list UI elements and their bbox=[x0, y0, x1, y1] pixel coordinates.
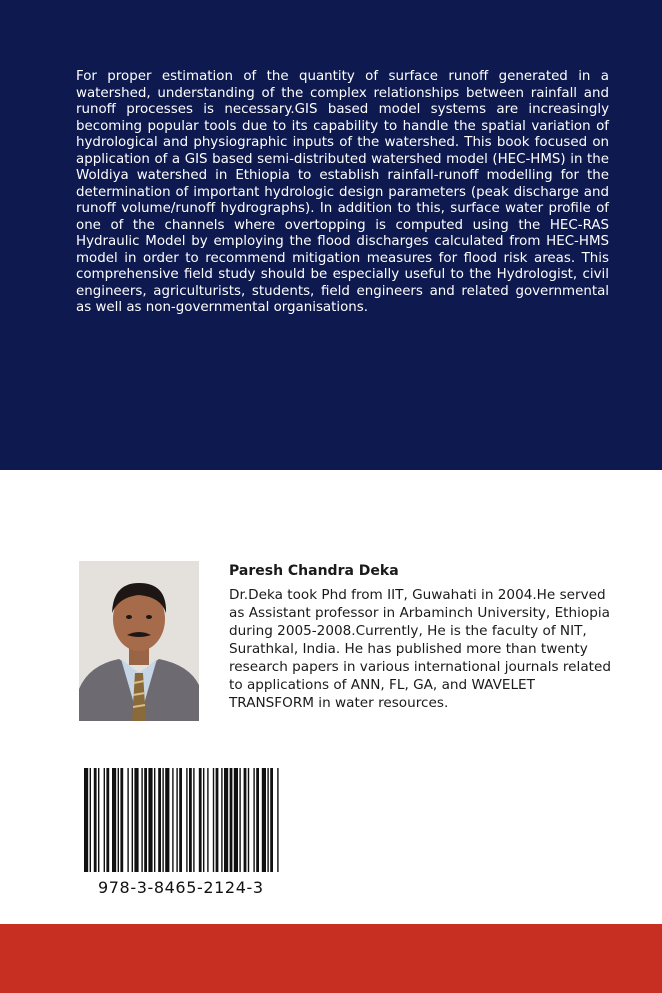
barcode-bar bbox=[148, 768, 152, 872]
barcode-bar bbox=[221, 768, 222, 872]
barcode-bar bbox=[118, 768, 119, 872]
barcode-bar bbox=[154, 768, 155, 872]
barcode-bar bbox=[270, 768, 273, 872]
barcode-bar bbox=[94, 768, 97, 872]
isbn-number: 978-3-8465-2124-3 bbox=[98, 878, 264, 897]
barcode-bar bbox=[106, 768, 109, 872]
barcode-bar bbox=[199, 768, 202, 872]
barcode-bar bbox=[98, 768, 99, 872]
barcode-bar bbox=[216, 768, 219, 872]
author-photo bbox=[79, 561, 199, 721]
barcode-bar bbox=[134, 768, 138, 872]
barcode-bar bbox=[277, 768, 278, 872]
barcode-bar bbox=[176, 768, 177, 872]
barcode-bar bbox=[186, 768, 187, 872]
book-description: For proper estimation of the quantity of surface runoff generated in a watershed, understanding of the complex relationships between rainfall and runoff processes is necessary.GIS based model systems are increasingly becoming popular tools due to its capability to handle the spatial variation of hydrological and physiographic inputs of the watershed. This book focused on application of a GIS based semi-distributed watershed model (HEC-HMS) in the Woldiya watershed in Ethiopia to establish rainfall-runoff modelling for the determination of important hydrologic design parameters (peak discharge and runoff volume/runoff hydrographs). In addition to this, surface water profile of one of the channels where overtopping is computed using the HEC-RAS Hydraulic Model by employing the flood discharges calculated from HEC-HMS model in order to recommend mitigation measures for flood risk areas. This comprehensive field study should be especially useful to the Hydrologist, civil engineers, agriculturists, students, field engineers and related governmental as well as non-governmental organisations. bbox=[76, 69, 609, 315]
barcode-bar bbox=[256, 768, 259, 872]
barcode-bar bbox=[144, 768, 147, 872]
barcode-bar bbox=[213, 768, 214, 872]
barcode-bar bbox=[158, 768, 161, 872]
barcode-bar bbox=[234, 768, 238, 872]
barcode-bar bbox=[120, 768, 123, 872]
isbn-barcode bbox=[84, 768, 280, 872]
barcode-bar bbox=[165, 768, 169, 872]
barcode-bar bbox=[207, 768, 208, 872]
barcode-bar bbox=[104, 768, 105, 872]
barcode-bar bbox=[230, 768, 233, 872]
barcode-bar bbox=[224, 768, 228, 872]
author-name: Paresh Chandra Deka bbox=[229, 563, 399, 579]
barcode-bar bbox=[112, 768, 116, 872]
barcode-bar bbox=[84, 768, 88, 872]
barcode-bar bbox=[132, 768, 133, 872]
barcode-bar bbox=[189, 768, 192, 872]
bottom-color-band bbox=[0, 924, 662, 993]
barcode-bar bbox=[141, 768, 142, 872]
blurb-panel bbox=[0, 0, 662, 470]
author-bio: Dr.Deka took Phd from IIT, Guwahati in 2004.He served as Assistant professor in Arbaminch University, Ethiopia during 2005-2008.Currently, He is the faculty of NIT, Surathkal, India. He has published more than twenty research papers in various international journals related to applications of ANN, FL, GA, and WAVELET TRANSFORM in water resources. bbox=[229, 587, 611, 711]
barcode-bar bbox=[262, 768, 266, 872]
barcode-bar bbox=[239, 768, 240, 872]
barcode-bar bbox=[193, 768, 194, 872]
barcode-bar bbox=[203, 768, 204, 872]
barcode-bar bbox=[267, 768, 268, 872]
barcode-bar bbox=[90, 768, 91, 872]
barcode-bar bbox=[248, 768, 249, 872]
barcode-bar bbox=[244, 768, 247, 872]
barcode-bar bbox=[162, 768, 163, 872]
barcode-bar bbox=[172, 768, 173, 872]
author-portrait-image bbox=[79, 561, 199, 721]
barcode-bar bbox=[127, 768, 128, 872]
barcode-bar bbox=[179, 768, 182, 872]
barcode-bar bbox=[253, 768, 254, 872]
